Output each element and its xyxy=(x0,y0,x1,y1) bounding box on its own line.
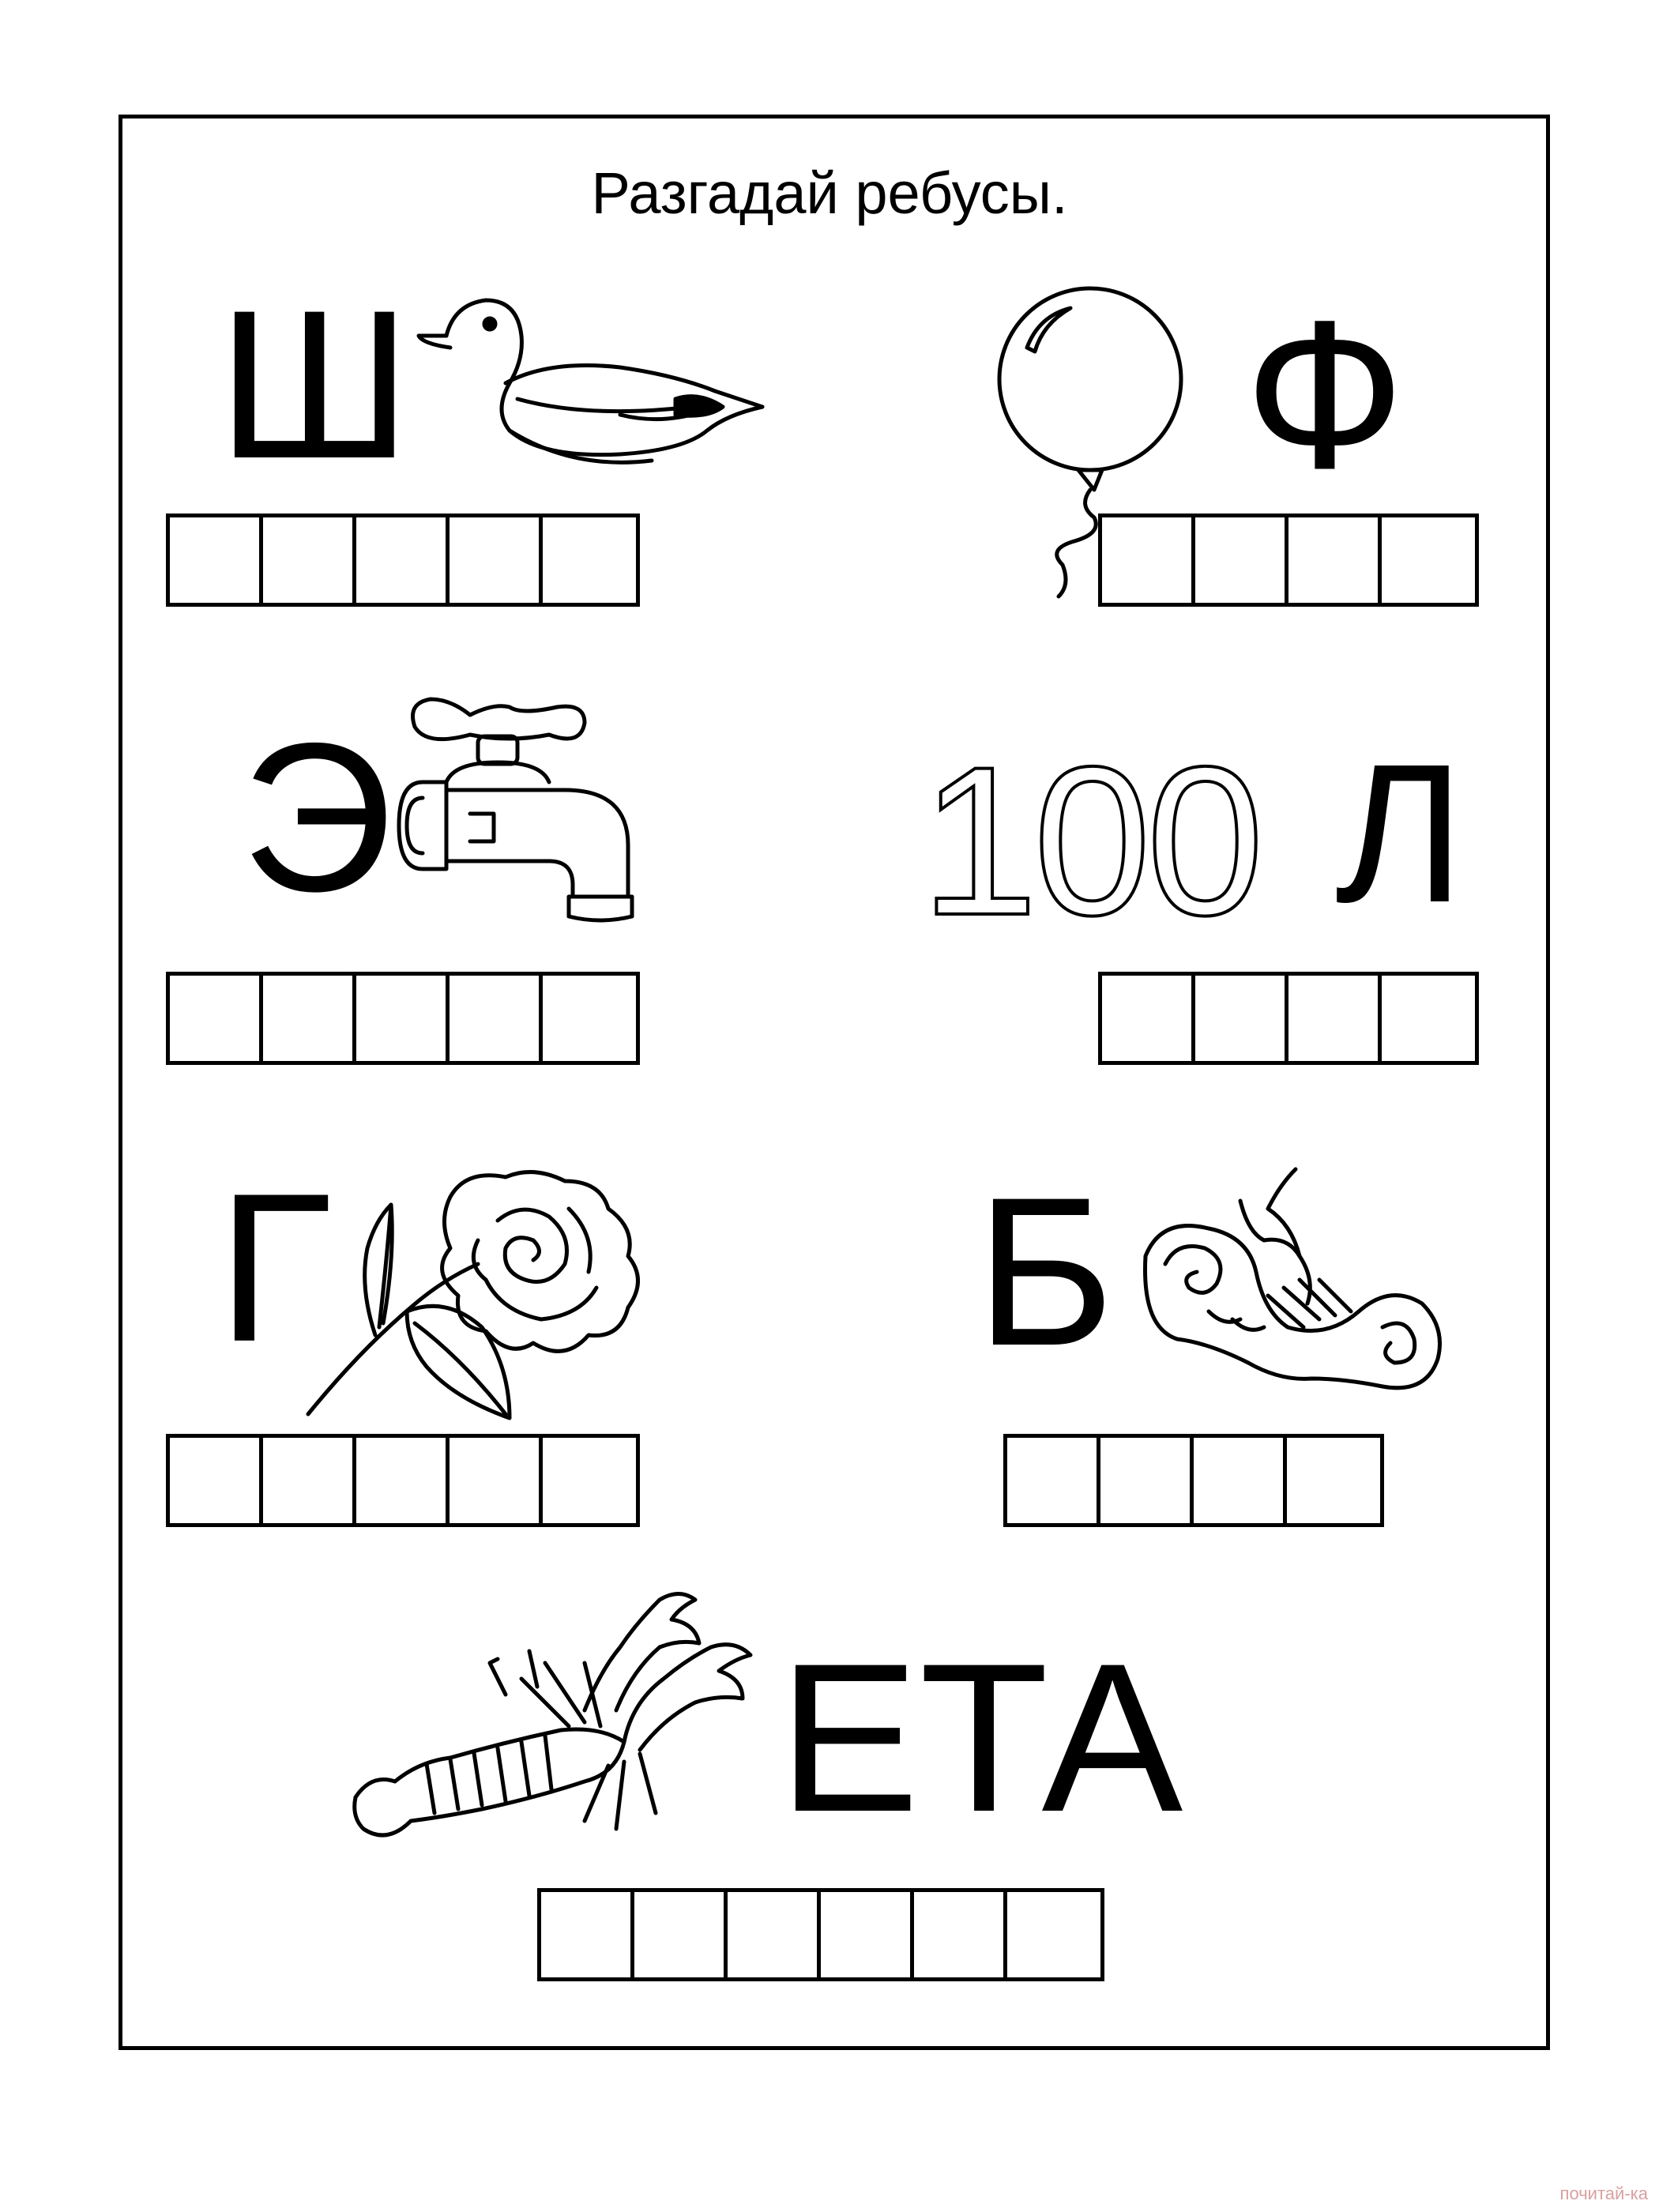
watermark: почитай-ка xyxy=(1559,2184,1648,2203)
rebus-number: 100 xyxy=(920,722,1260,959)
answer-cell[interactable] xyxy=(1287,1438,1380,1523)
answer-cell[interactable] xyxy=(170,1438,263,1523)
rebus-letter: Э xyxy=(241,698,393,935)
rebus-letter: Г xyxy=(217,1149,333,1386)
answer-cell[interactable] xyxy=(914,1892,1007,1977)
answer-boxes[interactable] xyxy=(1098,972,1479,1065)
answer-cell[interactable] xyxy=(356,1438,450,1523)
answer-cell[interactable] xyxy=(263,517,356,603)
answer-cell[interactable] xyxy=(543,517,636,603)
answer-cell[interactable] xyxy=(263,1438,356,1523)
answer-cell[interactable] xyxy=(170,976,263,1061)
rebus-letter: Ф xyxy=(1244,276,1405,513)
page-title: Разгадай ребусы. xyxy=(591,160,1068,226)
answer-cell[interactable] xyxy=(1194,1438,1287,1523)
answer-cell[interactable] xyxy=(821,1892,914,1977)
answer-cell[interactable] xyxy=(543,976,636,1061)
answer-boxes[interactable] xyxy=(1098,514,1479,607)
answer-cell[interactable] xyxy=(450,1438,543,1523)
answer-cell[interactable] xyxy=(1195,976,1288,1061)
answer-cell[interactable] xyxy=(543,1438,636,1523)
crayfish-icon xyxy=(348,1584,758,1853)
answer-cell[interactable] xyxy=(1195,517,1288,603)
answer-boxes[interactable] xyxy=(1003,1434,1384,1527)
answer-cell[interactable] xyxy=(1102,517,1195,603)
rebus-letter: Л xyxy=(1335,723,1465,943)
answer-cell[interactable] xyxy=(170,517,263,603)
answer-boxes[interactable] xyxy=(537,1888,1104,1981)
answer-cell[interactable] xyxy=(263,976,356,1061)
answer-cell[interactable] xyxy=(1100,1438,1194,1523)
rose-icon xyxy=(296,1161,675,1438)
answer-boxes[interactable] xyxy=(166,972,640,1065)
answer-cell[interactable] xyxy=(1102,976,1195,1061)
rebus-letter: Ш xyxy=(217,265,412,502)
answer-cell[interactable] xyxy=(356,517,450,603)
answer-cell[interactable] xyxy=(1382,976,1475,1061)
answer-cell[interactable] xyxy=(450,517,543,603)
answer-cell[interactable] xyxy=(541,1892,634,1977)
answer-boxes[interactable] xyxy=(166,1434,640,1527)
answer-cell[interactable] xyxy=(450,976,543,1061)
duck-icon xyxy=(415,280,778,478)
shell-icon xyxy=(1130,1169,1446,1406)
answer-cell[interactable] xyxy=(728,1892,821,1977)
rebus-letter: Б xyxy=(976,1153,1115,1390)
answer-cell[interactable] xyxy=(1007,1892,1100,1977)
answer-boxes[interactable] xyxy=(166,514,640,607)
answer-cell[interactable] xyxy=(1288,517,1382,603)
answer-cell[interactable] xyxy=(634,1892,728,1977)
answer-cell[interactable] xyxy=(1007,1438,1100,1523)
answer-cell[interactable] xyxy=(1382,517,1475,603)
rebus-letters: ЕТА xyxy=(778,1619,1183,1856)
faucet-icon xyxy=(391,687,652,940)
answer-cell[interactable] xyxy=(356,976,450,1061)
answer-cell[interactable] xyxy=(1288,976,1382,1061)
